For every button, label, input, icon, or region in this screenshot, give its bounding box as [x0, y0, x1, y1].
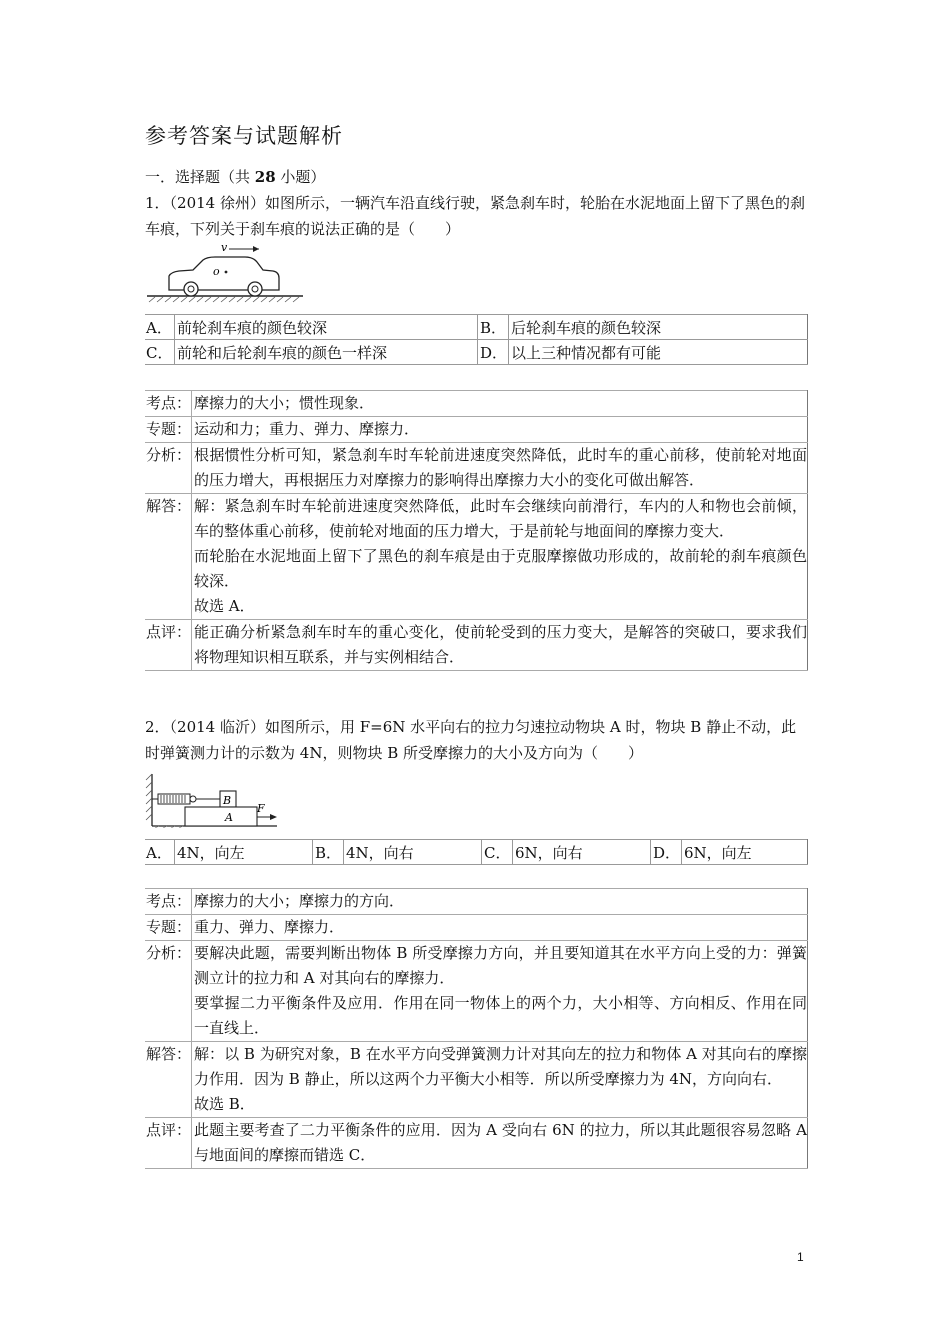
- analysis-row-jieda: [145, 1042, 808, 1118]
- zhuanti-label: 专题：: [145, 915, 192, 941]
- force-arrow-icon: [270, 814, 277, 820]
- option-c-text: 前轮和后轮刹车痕的颜色一样深: [175, 340, 478, 365]
- fenxi-label: 分析：: [145, 443, 192, 494]
- analysis-row-kaodian: [145, 391, 808, 417]
- analysis-row-fenxi: [145, 941, 808, 1042]
- question-2-text: 2．（2014 临沂）如图所示，用 F=6N 水平向右的拉力匀速拉动物块 A 时，物块 B 静止不动，此时弹簧测力计的示数为 4N，则物块 B 所受摩擦力的大小及方向为（ ）: [145, 718, 797, 762]
- block-b-label: B: [223, 794, 232, 807]
- zhuanti-text: 运动和力；重力、弹力、摩擦力．: [192, 417, 808, 443]
- option-a-label: A．: [145, 840, 175, 865]
- center-of-mass-dot: [225, 271, 228, 274]
- analysis-row-zhuanti: [145, 417, 808, 443]
- option-c-label: C．: [145, 340, 175, 365]
- velocity-label: v: [221, 242, 228, 254]
- option-b-label: B．: [478, 315, 509, 340]
- jieda-answer: 故选 B．: [194, 1095, 255, 1113]
- dianping-text: 能正确分析紧急刹车时车的重心变化，使前轮受到的压力变大，是解答的突破口，要求我们将物理知识相互联系，并与实例相结合．: [192, 620, 808, 671]
- question-count: 28: [254, 168, 276, 186]
- question-1-analysis: [145, 390, 808, 671]
- fenxi-paragraph-1: 要解决此题，需要判断出物体 B 所受摩擦力方向，并且要知道其在水平方向上受的力：弹簧测立计的拉力和 A 对其向右的摩擦力．: [194, 944, 807, 987]
- question-1-text: 1．（2014 徐州）如图所示，一辆汽车沿直线行驶，紧急刹车时，轮胎在水泥地面上留下了黑色的刹车痕，下列关于刹车痕的说法正确的是（ ）: [145, 194, 805, 238]
- section-suffix: 小题）: [275, 168, 326, 186]
- option-b-label: B．: [313, 840, 344, 865]
- kaodian-text: 摩擦力的大小；摩擦力的方向．: [192, 889, 808, 915]
- option-b-text: 4N，向右: [344, 840, 482, 865]
- kaodian-label: 考点：: [145, 391, 192, 417]
- option-b-text: 后轮刹车痕的颜色较深: [509, 315, 808, 340]
- dianping-label: 点评：: [145, 620, 192, 671]
- jieda-paragraph-1: 解：以 B 为研究对象，B 在水平方向受弹簧测力计对其向左的拉力和物体 A 对其向右的摩擦力作用．因为 B 静止，所以这两个力平衡大小相等．所以所受摩擦力为 4N，方向向右．: [194, 1045, 807, 1088]
- center-of-mass-label: o: [213, 265, 220, 278]
- question-2-options: [145, 839, 808, 865]
- option-a-label: A．: [145, 315, 175, 340]
- block-a: [185, 807, 257, 826]
- analysis-row-kaodian: [145, 889, 808, 915]
- fenxi-paragraph-2: 要掌握二力平衡条件及应用．作用在同一物体上的两个力，大小相等、方向相反、作用在同一直线上．: [194, 994, 807, 1037]
- question-1-options: [145, 314, 808, 365]
- jieda-answer: 故选 A．: [194, 597, 255, 615]
- jieda-body: [192, 494, 808, 620]
- page-title: 参考答案与试题解析: [145, 124, 343, 148]
- jieda-body: [192, 1042, 808, 1118]
- block-a-label: A: [225, 811, 233, 824]
- option-a-text: 4N，向左: [175, 840, 313, 865]
- dianping-label: 点评：: [145, 1118, 192, 1169]
- car-figure: [145, 242, 305, 304]
- page-number: 1: [797, 1250, 804, 1264]
- section-prefix: 一．选择题（共: [145, 168, 255, 186]
- dianping-text: 此题主要考查了二力平衡条件的应用．因为 A 受向右 6N 的拉力，所以其此题很容易忽略 A 与地面间的摩擦而错选 C．: [192, 1118, 808, 1169]
- jieda-paragraph-2: 而轮胎在水泥地面上留下了黑色的刹车痕是由于克服摩擦做功形成的，故前轮的刹车痕颜色较深．: [194, 547, 807, 590]
- analysis-row-dianping: [145, 1118, 808, 1169]
- fenxi-text: 根据惯性分析可知，紧急刹车时车轮前进速度突然降低，此时车的重心前移，使前轮对地面的压力增大，再根据压力对摩擦力的影响得出摩擦力大小的变化可做出解答．: [192, 443, 808, 494]
- analysis-row-jieda: [145, 494, 808, 620]
- jieda-label: 解答：: [145, 1042, 192, 1118]
- option-c-label: C．: [482, 840, 513, 865]
- option-d-text: 以上三种情况都有可能: [509, 340, 808, 365]
- spring-block-figure: [145, 772, 280, 828]
- section-heading: [145, 166, 325, 187]
- jieda-label: 解答：: [145, 494, 192, 620]
- option-a-text: 前轮刹车痕的颜色较深: [175, 315, 478, 340]
- analysis-row-fenxi: [145, 443, 808, 494]
- option-d-label: D．: [651, 840, 682, 865]
- question-2-analysis: [145, 888, 808, 1169]
- option-d-label: D．: [478, 340, 509, 365]
- analysis-row-zhuanti: [145, 915, 808, 941]
- zhuanti-label: 专题：: [145, 417, 192, 443]
- option-c-text: 6N，向右: [513, 840, 651, 865]
- analysis-row-dianping: [145, 620, 808, 671]
- force-label: F: [257, 802, 265, 815]
- kaodian-text: 摩擦力的大小；惯性现象．: [192, 391, 808, 417]
- option-d-text: 6N，向左: [682, 840, 808, 865]
- fenxi-label: 分析：: [145, 941, 192, 1042]
- velocity-arrow-icon: [253, 246, 259, 252]
- zhuanti-text: 重力、弹力、摩擦力．: [192, 915, 808, 941]
- fenxi-body: [192, 941, 808, 1042]
- jieda-paragraph-1: 解：紧急刹车时车轮前进速度突然降低，此时车会继续向前滑行，车内的人和物也会前倾，车的整体重心前移，使前轮对地面的压力增大，于是前轮与地面间的摩擦力变大．: [194, 497, 807, 540]
- kaodian-label: 考点：: [145, 889, 192, 915]
